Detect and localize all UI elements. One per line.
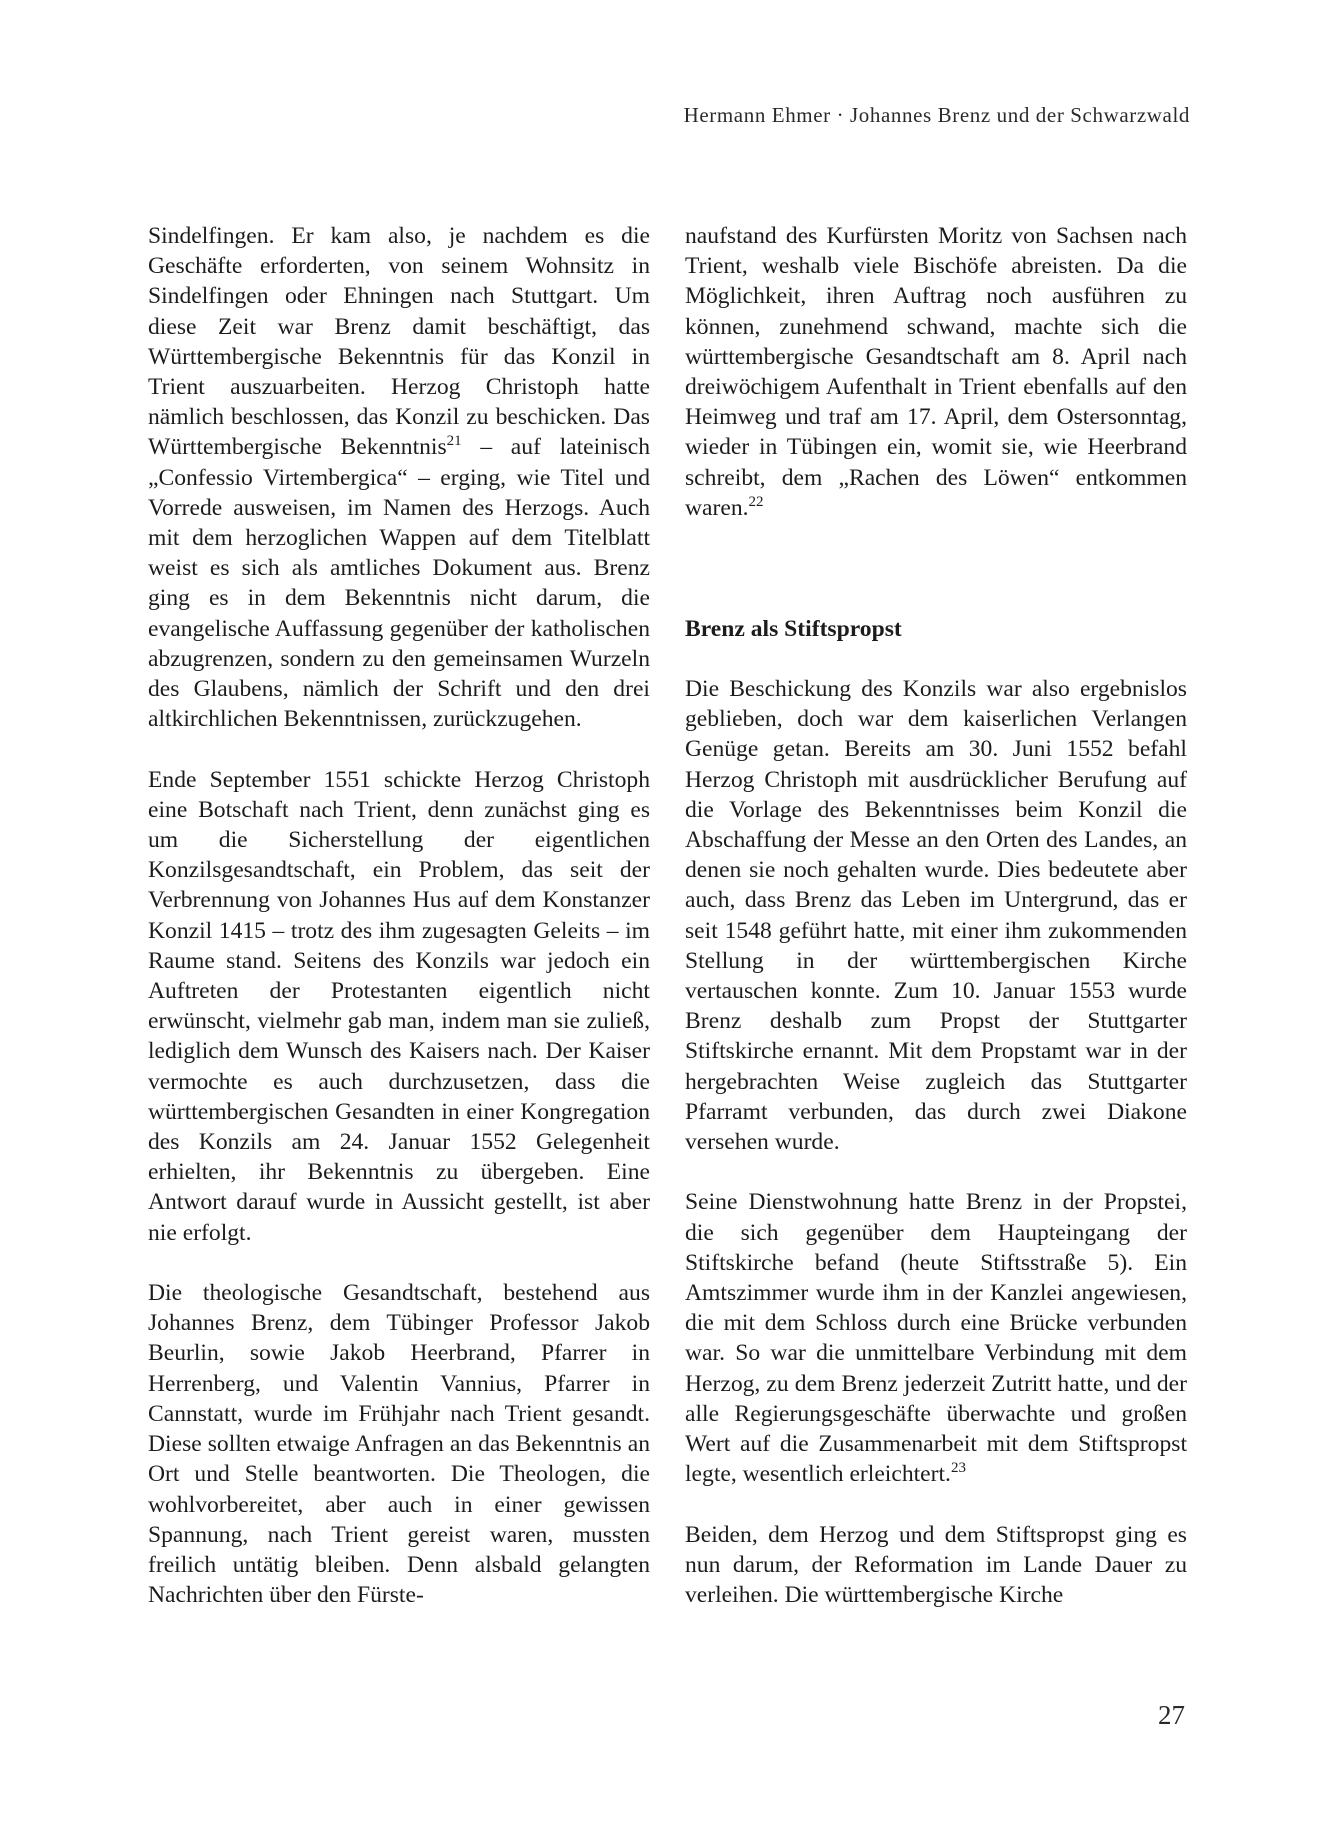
footnote-ref[interactable]: 21 [446,433,462,450]
right-column [685,221,1187,1640]
paragraph: Die theologische Gesandtschaft, bestehend aus Johannes Brenz, dem Tübinger Professor Jakob Beurlin, sowie Jakob Heerbrand, Pfarrer in Herrenberg, und Valentin Vannius, Pfarrer in Cannstatt, wurde im Frühjahr nach Trient gesandt. Diese sollten etwaige Anfragen an das Bekenntnis an Ort und Stelle beantworten. Die Theologen, die wohlvorbereitet, aber auch in einer gewissen Spannung, nach Trient gereist waren, mussten freilich untätig bleiben. Denn alsbald gelangten Nachrichten über den Fürste- [148,1280,650,1609]
paragraph: Ende September 1551 schickte Herzog Christoph eine Botschaft nach Trient, denn zunächst ging es um die Sicherstellung der eigentlichen Konzilsgesandtschaft, ein Problem, das seit der Verbrennung von Johannes Hus auf dem Konstanzer Konzil 1415 – trotz des ihm zugesagten Geleits – im Raume stand. Seitens des Konzils war jedoch ein Auftreten der Protestanten eigentlich nicht erwünscht, vielmehr gab man, indem man sie zuließ, lediglich dem Wunsch des Kaisers nach. Der Kaiser vermochte es auch durchzusetzen, dass die württembergischen Gesandten in einer Kongregation des Konzils am 24. Januar 1552 Gelegenheit erhielten, ihr Bekenntnis zu übergeben. Eine Antwort darauf wurde in Aussicht gestellt, ist aber nie erfolgt. [148,766,650,1246]
paragraph: Sindelfingen. Er kam also, je nachdem es die Geschäfte erforderten, von seinem Wohnsitz in Sindelfingen oder Ehningen nach Stuttgart. Um diese Zeit war Brenz damit beschäftigt, das Württembergische Bekenntnis für das Konzil in Trient auszuarbeiten. Herzog Christoph hatte nämlich beschlossen, das Konzil zu beschicken. Das Württembergische Bekenntnis$^{21}$ – auf lateinisch „Confessio Virtembergica“ – erging, wie Titel und Vorrede ausweisen, im Namen des Herzogs. Auch mit dem herzoglichen Wappen auf dem Titelblatt weist es sich als amtliches Dokument aus. Brenz ging es in dem Bekenntnis nicht darum, die evangelische Auffassung gegenüber der katholischen abzugrenzen, sondern zu den gemeinsamen Wurzeln des Glaubens, nämlich der Schrift und den drei altkirchlichen Bekenntnissen, zurückzugehen. [148,223,651,733]
running-head: Hermann Ehmer · Johannes Brenz und der Schwarzwald [683,103,1190,127]
paragraph: Seine Dienstwohnung hatte Brenz in der Propstei, die sich gegenüber dem Haupteingang der Stiftskirche befand (heute Stiftsstraße 5). Ein Amtszimmer wurde ihm in der Kanzlei angewiesen, die mit dem Schloss durch eine Brücke verbunden war. So war die unmittelbare Verbindung mit dem Herzog, zu dem Brenz jederzeit Zutritt hatte, und der alle Regierungsgeschäfte überwachte und großen Wert auf die Zusammenarbeit mit dem Stiftspropst legte, wesentlich erleichtert.$^{23}$ [685,1189,1187,1488]
section-spacer [685,553,1187,613]
paragraph: naufstand des Kurfürsten Moritz von Sachsen nach Trient, weshalb viele Bischöfe abreisten. Da die Möglichkeit, ihren Auftrag noch ausführen zu können, zunehmend schwand, machte sich die württembergische Gesandtschaft am 8. April nach dreiwöchigem Aufenthalt in Trient ebenfalls auf den Heimweg und traf am 17. April, dem Ostersonntag, wieder in Tübingen ein, womit sie, wie Heerbrand schreibt, dem „Rachen des Löwen“ entkommen waren.$^{22}$ [685,223,1187,521]
section-heading: Brenz als Stiftspropst [685,615,902,642]
footnote-ref[interactable]: 23 [950,1460,966,1477]
footnote-ref[interactable]: 22 [748,493,764,510]
paragraph: Die Beschickung des Konzils war also ergebnislos geblieben, doch war dem kaiserlichen Verlangen Genüge getan. Bereits am 30. Juni 1552 befahl Herzog Christoph mit ausdrücklicher Berufung auf die Vorlage des Bekenntnisses beim Konzil die Abschaffung der Messe an den Orten des Landes, an denen sie noch gehalten wurde. Dies bedeutete aber auch, dass Brenz das Leben im Untergrund, das er seit 1548 geführt hatte, mit einer ihm zukommenden Stellung in der württembergischen Kirche vertauschen konnte. Zum 10. Januar 1553 wurde Brenz deshalb zum Propst der Stuttgarter Stiftskirche ernannt. Mit dem Propstamt war in der hergebrachten Weise zugleich das Stuttgarter Pfarramt verbunden, das durch zwei Diakone versehen wurde. [685,676,1187,1156]
left-column [148,221,650,1641]
page-number: 27 [1158,1700,1185,1730]
paragraph: Beiden, dem Herzog und dem Stiftspropst ging es nun darum, der Reformation im Lande Dauer zu verleihen. Die württembergische Kirche [685,1521,1187,1609]
